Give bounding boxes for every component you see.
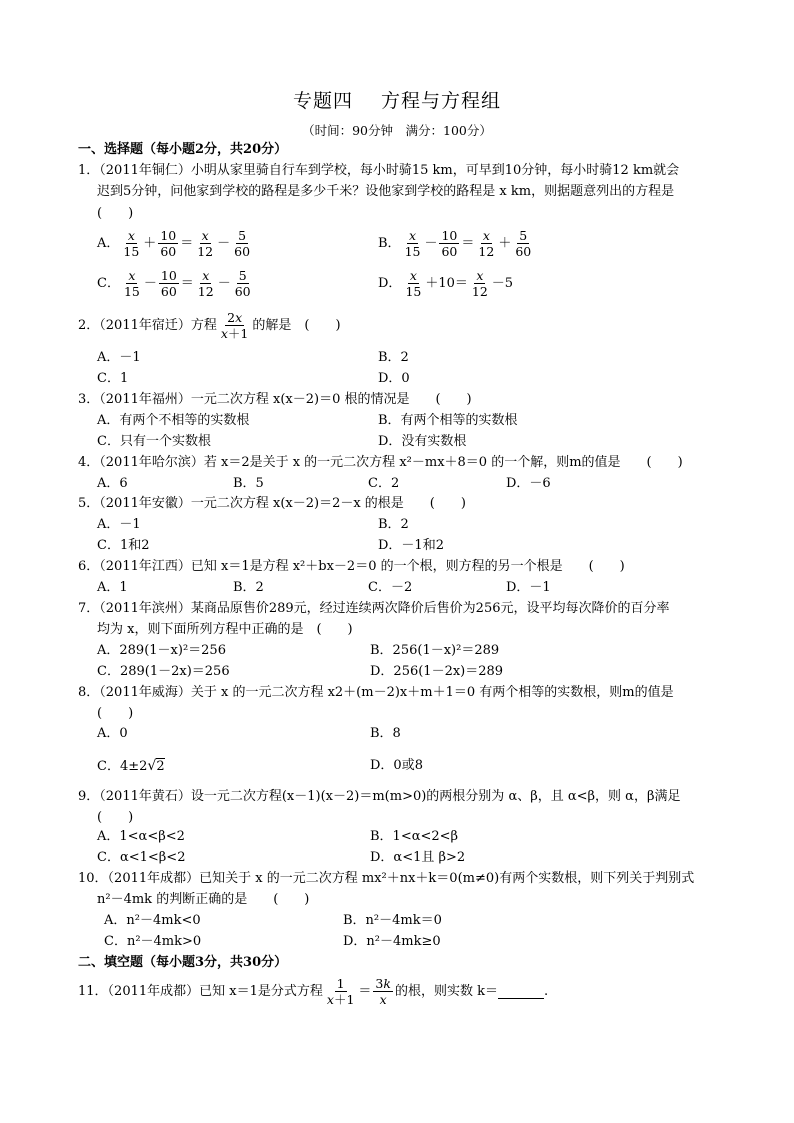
q10-option-a: A．n²－4mk<0: [104, 913, 201, 928]
q5-option-c: C．1和2: [97, 538, 150, 553]
q1-answer-paren: ( ): [97, 206, 134, 221]
q5-option-d: D．－1和2: [378, 538, 444, 553]
q3-option-b: B．有两个相等的实数根: [378, 413, 518, 428]
q7-option-b: B．256(1－x)²＝289: [370, 643, 500, 658]
q8-option-c-radicand: 2: [156, 759, 165, 774]
q6-option-b: B．2: [233, 580, 264, 595]
q10-line1: 10．（2011年成都）已知关于 x 的一元二次方程 mx²＋nx＋k＝0(m≠0)有两个实数根，则下列关于判别式: [78, 871, 695, 886]
section-heading-choice: 一、选择题（每小题2分，共20分）: [78, 142, 288, 157]
q1-option-d: D． $\frac{x}{15}$ ＋10＝ $\frac{x}{12}$ －5: [378, 268, 514, 299]
q9-line1: 9．（2011年黄石）设一元二次方程(x－1)(x－2)＝m(m>0)的两根分别为 α、β，且 α<β，则 α，β满足: [78, 789, 681, 804]
q1-option-b: B． $\frac{x}{15}$ － $\frac{10}{60}$ ＝ $\frac{x}{12}$ ＋ $\frac{5}{60}$: [378, 228, 532, 259]
q8-option-b: B．8: [370, 726, 401, 741]
q9-option-c: C．α<1<β<2: [97, 850, 186, 865]
q11-answer-blank[interactable]: [498, 984, 544, 999]
q7-option-d: D．256(1－2x)＝289: [370, 664, 504, 679]
q3-option-c: C．只有一个实数根: [97, 434, 211, 449]
q9-option-b: B．1<α<2<β: [370, 829, 459, 844]
q7-option-c: C．289(1－2x)＝256: [97, 664, 230, 679]
title-topic: 专题四: [292, 90, 353, 112]
q6-option-d: D．－1: [506, 580, 551, 595]
q9-option-d: D．α<1且 β>2: [370, 850, 466, 865]
q8-option-d: D．0或8: [370, 758, 423, 773]
q2-stem: 2．（2011年宿迁）方程 $\frac{2x}{x+1}$ 的解是 ( ): [78, 310, 341, 341]
q2-option-a: A．－1: [97, 350, 141, 365]
q4-option-c: C．2: [368, 476, 400, 491]
q8-option-c: C．4±2√2: [97, 758, 165, 774]
q2-option-c: C．1: [97, 371, 129, 386]
q1-line2: 迟到5分钟，问他家到学校的路程是多少千米？设他家到学校的路程是 x km，则据题意列出的方程是: [97, 184, 675, 199]
q4-option-b: B．5: [233, 476, 264, 491]
q1-option-c: C． $\frac{x}{15}$ － $\frac{10}{60}$ ＝ $\frac{x}{12}$ － $\frac{5}{60}$: [97, 268, 251, 299]
section-heading-fill: 二、填空题（每小题3分，共30分）: [78, 955, 288, 970]
q3-stem: 3．（2011年福州）一元二次方程 x(x－2)＝0 根的情况是 ( ): [78, 392, 472, 407]
q7-line1: 7．（2011年滨州）某商品原售价289元，经过连续两次降价后售价为256元，设平均每次降价的百分率: [78, 601, 670, 616]
q3-option-d: D．没有实数根: [378, 434, 467, 449]
q4-stem: 4．（2011年哈尔滨）若 x＝2是关于 x 的一元二次方程 x²－mx＋8＝0 的一个解，则m的值是 ( ): [78, 455, 683, 470]
q2-suffix: 的解是 ( ): [252, 317, 341, 333]
q9-option-a: A．1<α<β<2: [97, 829, 185, 844]
title-subject: 方程与方程组: [381, 90, 502, 112]
q5-stem: 5．（2011年安徽）一元二次方程 x(x－2)＝2－x 的根是 ( ): [78, 496, 466, 511]
q2-option-d: D．0: [378, 371, 410, 386]
q6-option-c: C．－2: [368, 580, 413, 595]
q10-option-b: B．n²－4mk＝0: [343, 913, 442, 928]
q10-option-c: C．n²－4mk>0: [104, 934, 202, 949]
q11-prefix: 11．（2011年成都）已知 x＝1是分式方程: [78, 983, 323, 999]
q3-option-a: A．有两个不相等的实数根: [97, 413, 250, 428]
q10-line2: n²－4mk 的判断正确的是 ( ): [97, 892, 310, 907]
q10-option-d: D．n²－4mk≥0: [343, 934, 441, 949]
q8-option-c-text: C．4±2: [97, 759, 148, 774]
q7-option-a: A．289(1－x)²＝256: [97, 643, 226, 658]
q8-line1: 8．（2011年威海）关于 x 的一元二次方程 x2＋(m－2)x＋m＋1＝0 有两个相等的实数根，则m的值是: [78, 685, 674, 700]
q4-option-a: A．6: [97, 476, 128, 491]
q1-option-a: A． $\frac{x}{15}$ ＋ $\frac{10}{60}$ ＝ $\frac{x}{12}$ － $\frac{5}{60}$: [97, 228, 251, 259]
q6-option-a: A．1: [97, 580, 128, 595]
q11-end: .: [543, 983, 549, 999]
q6-stem: 6．（2011年江西）已知 x＝1是方程 x²＋bx－2＝0 的一个根，则方程的另一个根是 ( ): [78, 559, 625, 574]
exam-info: （时间：90分钟 满分：100分）: [302, 123, 492, 138]
q5-option-b: B．2: [378, 517, 409, 532]
page-title: [0, 86, 794, 113]
q4-option-d: D．－6: [506, 476, 551, 491]
q2-option-b: B．2: [378, 350, 409, 365]
q11-stem: 11．（2011年成都）已知 x＝1是分式方程 $\frac{1}{x+1}$ ＝ $\frac{3k}{x}$ 的根，则实数 k＝ .: [78, 976, 549, 1007]
q2-prefix: 2．（2011年宿迁）方程: [78, 317, 217, 333]
q9-answer-paren: ( ): [97, 810, 134, 825]
q8-answer-paren: ( ): [97, 706, 134, 721]
q11-suffix: 的根，则实数 k＝: [394, 983, 498, 999]
q1-line1: 1．（2011年铜仁）小明从家里骑自行车到学校，每小时骑15 km，可早到10分钟，每小时骑12 km就会: [78, 163, 680, 178]
q8-option-a: A．0: [97, 726, 128, 741]
q7-line2: 均为 x，则下面所列方程中正确的是 ( ): [97, 622, 353, 637]
q5-option-a: A．－1: [97, 517, 141, 532]
